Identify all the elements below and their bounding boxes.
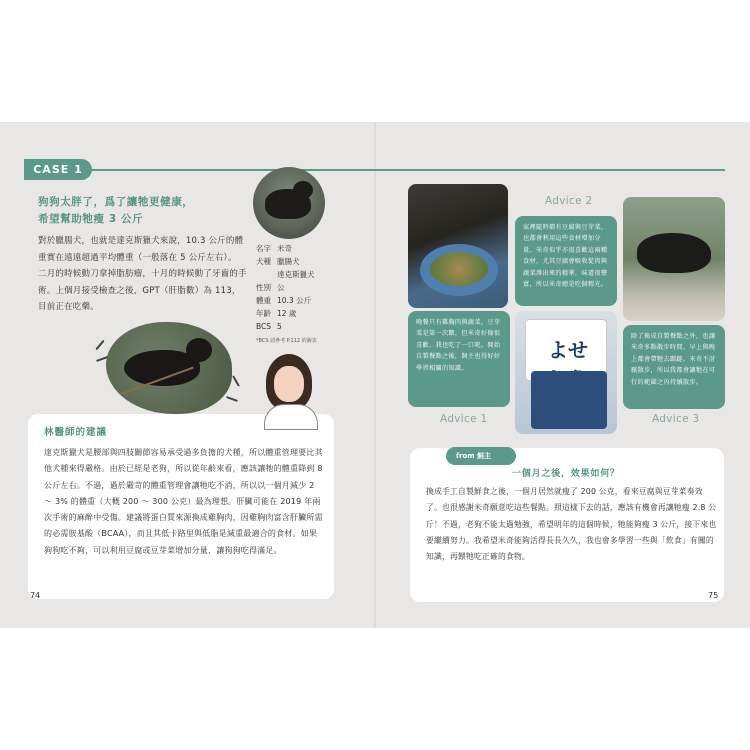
- page-number-right: 75: [708, 591, 719, 600]
- profile-row: 性別 公: [256, 283, 285, 292]
- headline-line-2: 希望幫助牠瘦 3 公斤: [38, 213, 144, 225]
- advice-1-label: Advice 1: [440, 413, 488, 425]
- case-headline: [38, 194, 248, 228]
- tofu-package-photo: [515, 311, 617, 434]
- profile-row: 犬種 臘腸犬: [256, 257, 300, 266]
- profile-row: BCS 5: [256, 322, 282, 331]
- bcs-note: *BCS 請參考 P.112 的圖表: [256, 338, 317, 344]
- book-spread: [0, 122, 750, 628]
- from-owner-tag: from 飼主: [446, 447, 516, 465]
- motion-line-icon: [226, 396, 238, 402]
- headline-line-1: 狗狗太胖了，爲了讓牠更健康，: [38, 196, 194, 208]
- food-bowl-photo: [408, 184, 508, 308]
- advice-3-text: 除了換成自製餐點之外，也讓米奇多點散步時間。早上與晚上都會帶牠去蹓躂。米奇不討厭散步，所以我都會讓牠在可行的範圍之內持續散步。: [623, 325, 725, 409]
- dog-profile: [256, 242, 366, 348]
- page-number-left: 74: [30, 591, 41, 600]
- vet-advice-text: 達克斯獵犬是腰部與四肢關節容易承受過多負擔的犬種，所以體重管理要比其他犬種來得嚴格。由於已經是老狗，所以從年齡來看，應該讓牠的體重降到 8 公斤左右。不過，過於嚴苛的體重管理會讓牠吃不消，所以以一個月減少 2 ～ 3% 的體重（大概 200 ～ 300 公克）最為理想。肝臟可能在 2019 年兩次手術的麻醉中受傷。建議將蛋白質來源換成雞胸肉，因雞胸肉富含肝臟所需的必需胺基酸（BCAA），而且其低卡路里與低脂是減重最適合的食材。如果狗狗吃不夠，可以利用豆腐或豆芽菜增加分量，讓狗狗吃得滿足。: [44, 448, 323, 555]
- advice-2-text: 家裡隨時都有豆腐與豆芽菜，也都會利用這些食材增加分量。米奇似乎亦很喜歡這兩種食材，尤其豆腐會吸收從肉與蔬菜滲出來的精華，味道很豐富，所以米奇總是吃個精光。: [515, 216, 617, 306]
- profile-row: 年齡 12 歲: [256, 309, 297, 318]
- owner-report-title: 一個月之後，效果如何？: [512, 469, 620, 479]
- dog-outdoor-photo: [623, 197, 725, 321]
- case-label: CASE 1: [24, 159, 92, 180]
- intro-paragraph-2: 二月的時候動刀拿掉脂肪瘤，十月的時候動了牙齒的手術。上個月接受檢查之後，GPT（肝脂數）為 113，目前正在吃藥。: [38, 269, 247, 312]
- tofu-package-text: よせ: [548, 338, 588, 362]
- profile-row: 體重 10.3 公斤: [256, 296, 312, 305]
- intro-text: [38, 233, 248, 316]
- vet-advice-title: 林醫師的建議: [44, 427, 108, 438]
- case-divider: [90, 169, 725, 171]
- motion-line-icon: [232, 375, 240, 386]
- page-gutter: [374, 122, 376, 628]
- profile-row: 名字 米奇: [256, 244, 292, 253]
- advice-1-text: 晚餐只有雞胸肉與蔬菜，豆芽菜是第一次餵，但米奇好像很喜歡，我也吃了一口呢。開始自製餐點之後，飼主也得好好學習相關的知識。: [408, 311, 510, 407]
- vet-advice-box: [28, 414, 334, 599]
- advice-3-label: Advice 3: [652, 413, 700, 425]
- profile-row: 達克斯獵犬: [277, 270, 315, 279]
- doctor-illustration: [256, 354, 326, 430]
- intro-paragraph-1: 對於臘腸犬，也就是達克斯獵犬來說，10.3 公斤的體重實在遠遠超過平均體重（一般落在 5 公斤左右）。: [38, 236, 244, 263]
- dog-lying-photo: [106, 322, 232, 414]
- motion-line-icon: [95, 340, 104, 350]
- dog-portrait-photo: [253, 167, 325, 239]
- advice-2-label: Advice 2: [545, 195, 593, 207]
- owner-report-text: 換成手工自製鮮食之後，一個月居然就瘦了 200 公克，看來豆腐與豆芽菜奏效了。也很感謝米奇願意吃這些餐點。照這樣下去的話，應該有機會再讓牠瘦 2.8 公斤！不過，老狗不能太過勉強，希望明年的這個時候，牠能夠瘦 3 公斤，接下來也要繼續努力。我希望米奇能夠活得長長久久，我也會多學習一些與「飲食」有關的知識，再餵牠吃正確的食物。: [426, 487, 717, 562]
